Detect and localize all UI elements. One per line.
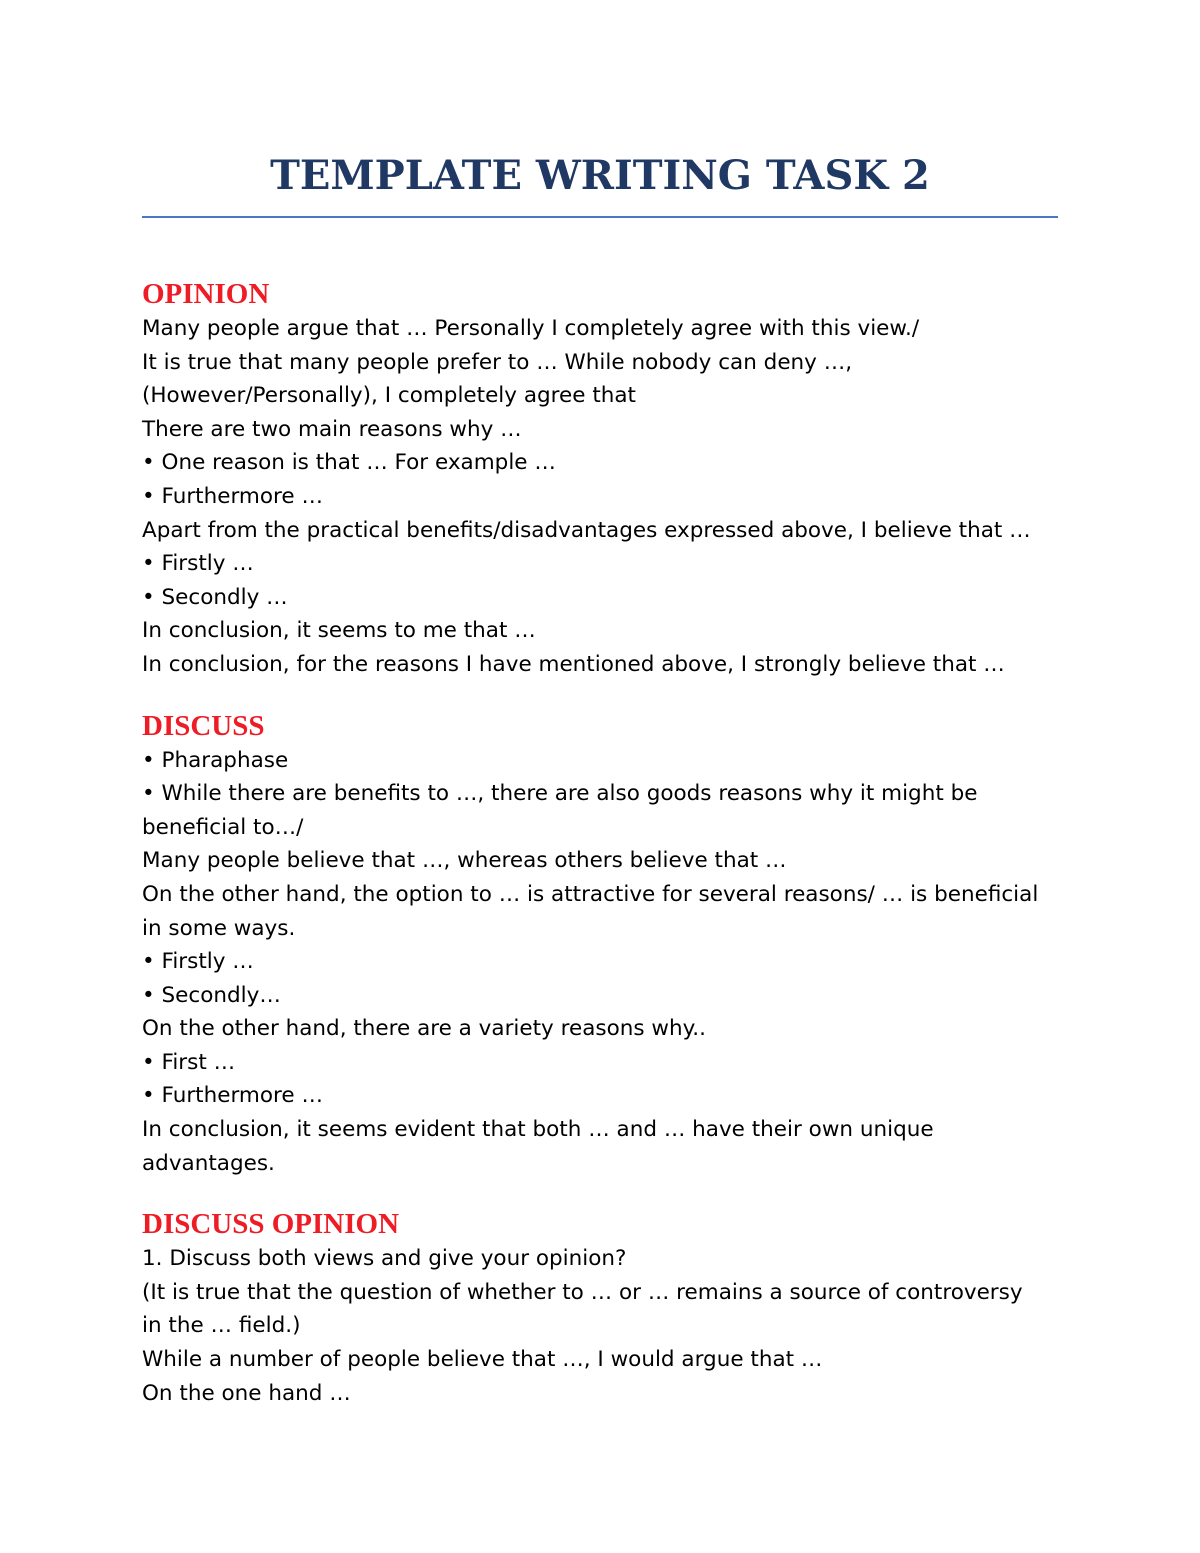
bullet-line: • Furthermore … (142, 1083, 323, 1109)
section-opinion (142, 276, 1058, 682)
text-line: 1. Discuss both views and give your opinion? (142, 1246, 627, 1272)
text-line: Many people believe that …, whereas others believe that … (142, 848, 787, 874)
text-line: In conclusion, for the reasons I have mentioned above, I strongly believe that … (142, 651, 1005, 677)
bullet-line: • Secondly … (142, 584, 288, 610)
section-discuss (142, 708, 1058, 1181)
title-underline (142, 216, 1058, 218)
text-line: On the other hand, the option to … is attractive for several reasons/ … is beneficial (142, 881, 1039, 907)
bullet-line: • While there are benefits to …, there are also goods reasons why it might be (142, 781, 978, 807)
bullet-line: • Furthermore … (142, 483, 323, 509)
section-heading: DISCUSS OPINION (142, 1208, 400, 1241)
bullet-line: • Pharaphase (142, 747, 289, 773)
text-line: in some ways. (142, 915, 296, 941)
document-title: TEMPLATE WRITING TASK 2 (270, 152, 930, 199)
text-line: On the other hand, there are a variety reasons why.. (142, 1016, 706, 1042)
bullet-line: • Firstly … (142, 551, 254, 577)
text-line: beneficial to…/ (142, 814, 304, 840)
text-line: In conclusion, it seems to me that … (142, 618, 536, 644)
text-line: Apart from the practical benefits/disadvantages expressed above, I believe that … (142, 517, 1031, 543)
text-line: It is true that many people prefer to … While nobody can deny …, (142, 349, 853, 375)
text-line: in the … field.) (142, 1313, 301, 1339)
text-line: There are two main reasons why … (142, 416, 522, 442)
text-line: (It is true that the question of whether to … or … remains a source of controversy (142, 1279, 1023, 1305)
text-line: On the one hand … (142, 1380, 351, 1406)
bullet-line: • One reason is that … For example … (142, 450, 556, 476)
bullet-line: • Secondly… (142, 982, 281, 1008)
document-page (142, 146, 1058, 1436)
section-discuss-opinion (142, 1206, 1058, 1410)
text-line: (However/Personally), I completely agree that (142, 383, 636, 409)
text-line: Many people argue that … Personally I completely agree with this view./ (142, 316, 920, 341)
section-heading: OPINION (142, 278, 270, 310)
section-heading: DISCUSS (142, 709, 265, 742)
text-line: In conclusion, it seems evident that both … and … have their own unique (142, 1117, 934, 1143)
text-line: advantages. (142, 1150, 275, 1176)
bullet-line: • Firstly … (142, 949, 254, 975)
text-line: While a number of people believe that …, I would argue that … (142, 1347, 823, 1373)
bullet-line: • First … (142, 1049, 236, 1075)
